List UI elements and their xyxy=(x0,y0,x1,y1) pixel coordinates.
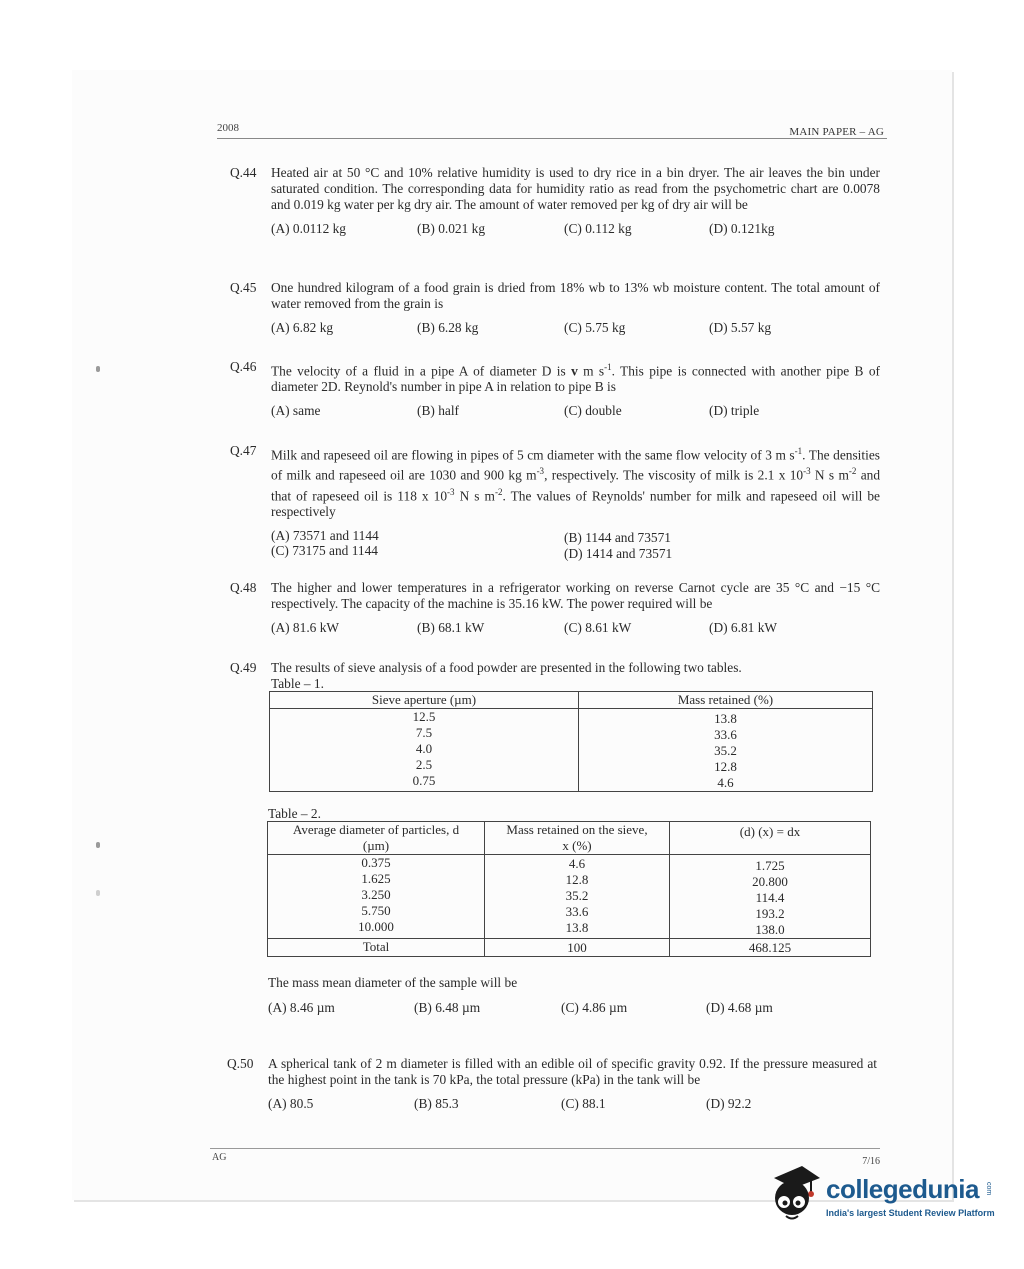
aperture-column: 12.5 7.5 4.0 2.5 0.75 xyxy=(270,709,579,792)
option-b[interactable]: (B) 6.48 µm xyxy=(414,1000,481,1015)
question-50 xyxy=(227,1056,877,1114)
option-b[interactable]: (B) 1144 and 73571 xyxy=(564,530,671,546)
total-mass: 100 xyxy=(485,939,670,957)
scan-mark xyxy=(96,890,100,896)
option-b[interactable]: (B) 85.3 xyxy=(414,1096,459,1111)
student-mascot-icon xyxy=(766,1164,824,1224)
table-row xyxy=(270,709,873,792)
option-b[interactable]: (B) 68.1 kW xyxy=(417,620,485,635)
table-header: Average diameter of particles, d (µm) xyxy=(268,822,485,855)
logo-wordmark: collegedunia xyxy=(826,1174,979,1204)
scan-mark xyxy=(96,366,100,372)
question-number: Q.50 xyxy=(227,1056,254,1071)
dx-column: 1.725 20.800 114.4 193.2 138.0 xyxy=(670,855,871,939)
option-b[interactable]: (B) 0.021 kg xyxy=(417,221,486,236)
table-1-caption: Table – 1. xyxy=(271,676,324,691)
option-d[interactable]: (D) 92.2 xyxy=(706,1096,752,1111)
option-c[interactable]: (C) 5.75 kg xyxy=(564,320,626,335)
sieve-table-1 xyxy=(269,691,873,792)
options xyxy=(271,620,880,638)
options xyxy=(268,1096,877,1114)
table-header: Mass retained on the sieve, x (%) xyxy=(485,822,670,855)
header-year: 2008 xyxy=(217,122,239,134)
question-text: Milk and rapeseed oil are flowing in pipes of 5 cm diameter with the same flow velocity of 3 m $s^{-1}$. The densities of milk and rapeseed oil are 1030 and 900 kg $m^{-3}$, respectively. The viscosity of milk is 2.1 x $10^{-3}$ N s $m^{-2}$ and that of rapeseed oil is 118 x $10^{-3}$ N s $m^{-2}$. The values of Reynolds' number for milk and rapeseed oil will be respectively xyxy=(271,446,881,520)
option-a[interactable]: (A) 80.5 xyxy=(268,1096,314,1111)
table-total-row xyxy=(268,939,871,957)
question-46 xyxy=(230,359,880,421)
question-45 xyxy=(230,280,880,338)
footer-page-number: 7/16 xyxy=(862,1156,880,1167)
table-header: Sieve aperture (µm) xyxy=(270,692,579,709)
option-c[interactable]: (C) 0.112 kg xyxy=(564,221,632,236)
footer-rule xyxy=(210,1148,880,1149)
question-number: Q.45 xyxy=(230,280,257,295)
table-header-row xyxy=(270,692,873,709)
options xyxy=(271,403,880,421)
option-c[interactable]: (C) double xyxy=(564,403,622,419)
question-number: Q.46 xyxy=(230,359,257,374)
option-c[interactable]: (C) 4.86 µm xyxy=(561,1000,628,1015)
option-b[interactable]: (B) half xyxy=(417,403,460,419)
table-2-caption: Table – 2. xyxy=(268,806,321,821)
options xyxy=(271,221,880,239)
question-number: Q.49 xyxy=(230,660,257,675)
question-number: Q.47 xyxy=(230,443,257,458)
scan-mark xyxy=(96,842,100,848)
option-a[interactable]: (A) same xyxy=(271,403,321,419)
question-number: Q.44 xyxy=(230,165,257,180)
option-a[interactable]: (A) 8.46 µm xyxy=(268,1000,335,1015)
diameter-column: 0.375 1.625 3.250 5.750 10.000 xyxy=(268,855,485,939)
option-d[interactable]: (D) triple xyxy=(709,403,760,419)
logo-com: com xyxy=(985,1182,992,1196)
footer-code: AG xyxy=(212,1152,227,1163)
question-closing: The mass mean diameter of the sample will be xyxy=(268,975,518,990)
option-c[interactable]: (C) 8.61 kW xyxy=(564,620,632,635)
option-d[interactable]: (D) 5.57 kg xyxy=(709,320,772,335)
question-44 xyxy=(230,165,880,239)
option-d[interactable]: (D) 0.121kg xyxy=(709,221,775,236)
table-header: (d) (x) = dx xyxy=(670,822,871,855)
question-text: A spherical tank of 2 m diameter is filled with an edible oil of specific gravity 0.92. If the pressure measured at the highest point in the tank is 70 kPa, the total pressure (kPa) in the tank will be xyxy=(268,1056,877,1087)
question-text: One hundred kilogram of a food grain is dried from 18% wb to 13% wb moisture content. The total amount of water removed from the grain is xyxy=(271,280,880,311)
option-c[interactable]: (C) 73175 and 1144 xyxy=(271,543,378,559)
option-a[interactable]: (A) 73571 and 1144 xyxy=(271,528,379,544)
question-text: The results of sieve analysis of a food powder are presented in the following two tables. xyxy=(271,660,742,675)
header-paper: MAIN PAPER – AG xyxy=(789,126,884,138)
table-header-row xyxy=(268,822,871,855)
question-49 xyxy=(230,660,880,1018)
mass-retained-column: 13.8 33.6 35.2 12.8 4.6 xyxy=(579,709,873,792)
option-d[interactable]: (D) 6.81 kW xyxy=(709,620,778,635)
question-48 xyxy=(230,580,880,638)
total-dx: 468.125 xyxy=(670,939,871,957)
options xyxy=(271,528,880,562)
header-rule xyxy=(217,138,887,139)
total-label: Total xyxy=(268,939,485,957)
option-d[interactable]: (D) 1414 and 73571 xyxy=(564,546,673,562)
sieve-table-2 xyxy=(267,821,871,957)
option-a[interactable]: (A) 6.82 kg xyxy=(271,320,334,335)
table-row xyxy=(268,855,871,939)
question-text: Heated air at 50 °C and 10% relative humidity is used to dry rice in a bin dryer. The air leaves the bin under saturated condition. The corresponding data for humidity ratio as read from the psychometric chart are 0.0078 and 0.019 kg water per kg dry air. The amount of water removed per kg of dry air will be xyxy=(271,165,880,212)
question-47 xyxy=(230,443,880,562)
question-text: The velocity of a fluid in a pipe A of diameter D is v m $s^{-1}$. This pipe is connected with another pipe B of diameter 2D. Reynold's number in pipe A in relation to pipe B is xyxy=(271,362,880,395)
question-number: Q.48 xyxy=(230,580,257,595)
table-header: Mass retained (%) xyxy=(579,692,873,709)
option-c[interactable]: (C) 88.1 xyxy=(561,1096,606,1111)
options xyxy=(271,320,880,338)
option-a[interactable]: (A) 81.6 kW xyxy=(271,620,340,635)
option-b[interactable]: (B) 6.28 kg xyxy=(417,320,479,335)
option-a[interactable]: (A) 0.0112 kg xyxy=(271,221,347,236)
question-text: The higher and lower temperatures in a refrigerator working on reverse Carnot cycle are 35 °C and −15 °C respectively. The capacity of the machine is 35.16 kW. The power required will be xyxy=(271,580,880,611)
mass-column: 4.6 12.8 35.2 33.6 13.8 xyxy=(485,855,670,939)
logo-tagline: India's largest Student Review Platform xyxy=(826,1208,995,1218)
collegedunia-logo[interactable] xyxy=(766,1164,996,1224)
option-d[interactable]: (D) 4.68 µm xyxy=(706,1000,773,1015)
options xyxy=(268,1000,880,1018)
